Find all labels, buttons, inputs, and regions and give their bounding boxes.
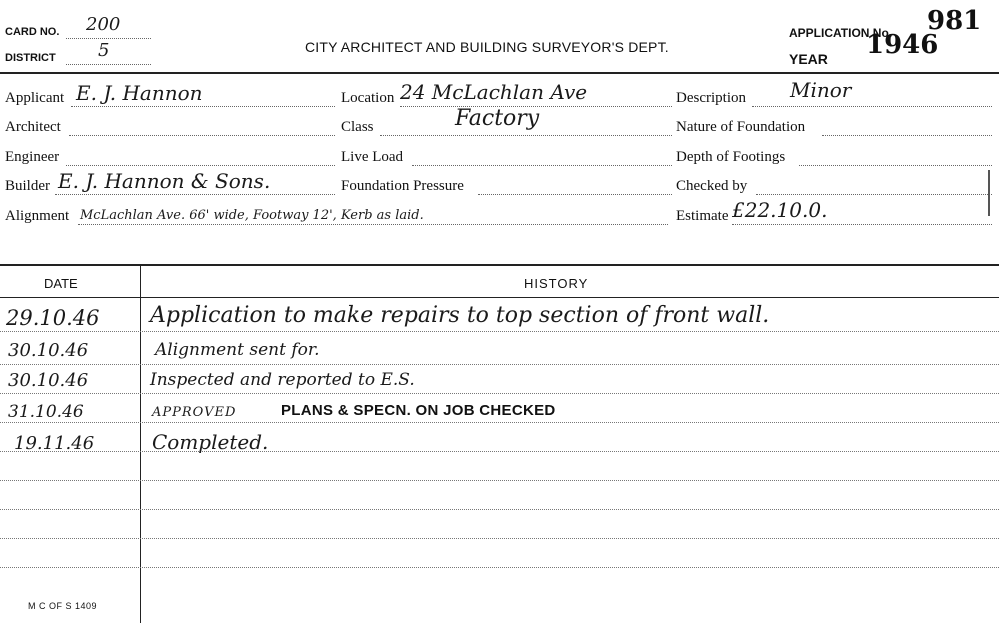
estimate-label: Estimate [676, 208, 729, 224]
district-value: 5 [98, 40, 110, 61]
row-line [0, 422, 999, 423]
foundation-pressure-label: Foundation Pressure [341, 178, 464, 194]
application-no-value: 981 [927, 6, 982, 36]
nature-of-foundation-label: Nature of Foundation [676, 119, 806, 135]
card-no-value: 200 [86, 14, 121, 35]
history-header-divider [0, 297, 999, 298]
architect-line [69, 135, 335, 136]
applicant-line [71, 106, 335, 107]
history-row-date: 19.11.46 [14, 433, 95, 454]
date-column-header: DATE [44, 276, 78, 291]
checked-by-line [756, 194, 992, 195]
department-title: CITY ARCHITECT AND BUILDING SURVEYOR'S DEPT. [305, 39, 669, 55]
estimate-value: £22.10.0. [732, 198, 828, 222]
date-history-column-divider [140, 265, 141, 623]
live-load-line [412, 165, 672, 166]
depth-of-footings-line [799, 165, 992, 166]
checked-by-label: Checked by [676, 178, 748, 194]
description-value: Minor [790, 78, 852, 102]
history-row-text: Alignment sent for. [155, 340, 320, 360]
foundation-pressure-line [478, 194, 672, 195]
district-label: DISTRICT [5, 52, 56, 64]
row-line [0, 331, 999, 332]
year-value: 1946 [866, 30, 939, 60]
live-load-label: Live Load [341, 149, 404, 165]
history-row-date: 30.10.46 [8, 370, 89, 391]
location-value: 24 McLachlan Ave [400, 80, 588, 104]
class-line [380, 135, 672, 136]
district-dotted-line [66, 64, 151, 65]
approved-stamp-text: APPROVED [152, 405, 237, 420]
class-label: Class [341, 119, 374, 135]
header-divider [0, 72, 999, 74]
builder-line [55, 194, 335, 195]
row-line [0, 538, 999, 539]
card-no-label: CARD NO. [5, 26, 60, 38]
estimate-line [732, 224, 992, 225]
row-line [0, 451, 999, 452]
card-edge-mark [988, 170, 990, 216]
builder-value: E. J. Hannon & Sons. [58, 169, 271, 193]
applicant-label: Applicant [5, 90, 65, 106]
history-row-text: Application to make repairs to top section of front wall. [150, 303, 770, 328]
description-label: Description [676, 90, 746, 106]
history-row-text: Completed. [152, 430, 269, 454]
alignment-line [78, 224, 668, 225]
card-no-dotted-line [66, 38, 151, 39]
nature-of-foundation-line [822, 135, 992, 136]
depth-of-footings-label: Depth of Footings [676, 149, 786, 165]
row-line [0, 567, 999, 568]
plans-checked-stamp: PLANS & SPECN. ON JOB CHECKED [281, 402, 556, 419]
history-row-date: 31.10.46 [8, 402, 84, 422]
architect-label: Architect [5, 119, 61, 135]
application-no-label: APPLICATION No. [789, 26, 893, 40]
row-line [0, 393, 999, 394]
builder-label: Builder [5, 178, 50, 194]
alignment-value: McLachlan Ave. 66' wide, Footway 12', Kerb as laid. [80, 208, 424, 223]
history-row-date: 29.10.46 [6, 306, 100, 330]
history-column-header: HISTORY [524, 276, 589, 291]
alignment-label: Alignment [5, 208, 70, 224]
history-row-text: Inspected and reported to E.S. [150, 370, 415, 390]
row-line [0, 509, 999, 510]
class-value: Factory [455, 106, 540, 131]
history-row-date: 30.10.46 [8, 340, 89, 361]
engineer-line [66, 165, 335, 166]
description-line [752, 106, 992, 107]
applicant-value: E. J. Hannon [76, 81, 203, 105]
row-line [0, 364, 999, 365]
year-label: YEAR [789, 51, 828, 67]
row-line [0, 480, 999, 481]
form-code: M C OF S 1409 [28, 601, 98, 611]
engineer-label: Engineer [5, 149, 60, 165]
history-top-border [0, 264, 999, 266]
location-label: Location [341, 90, 395, 106]
